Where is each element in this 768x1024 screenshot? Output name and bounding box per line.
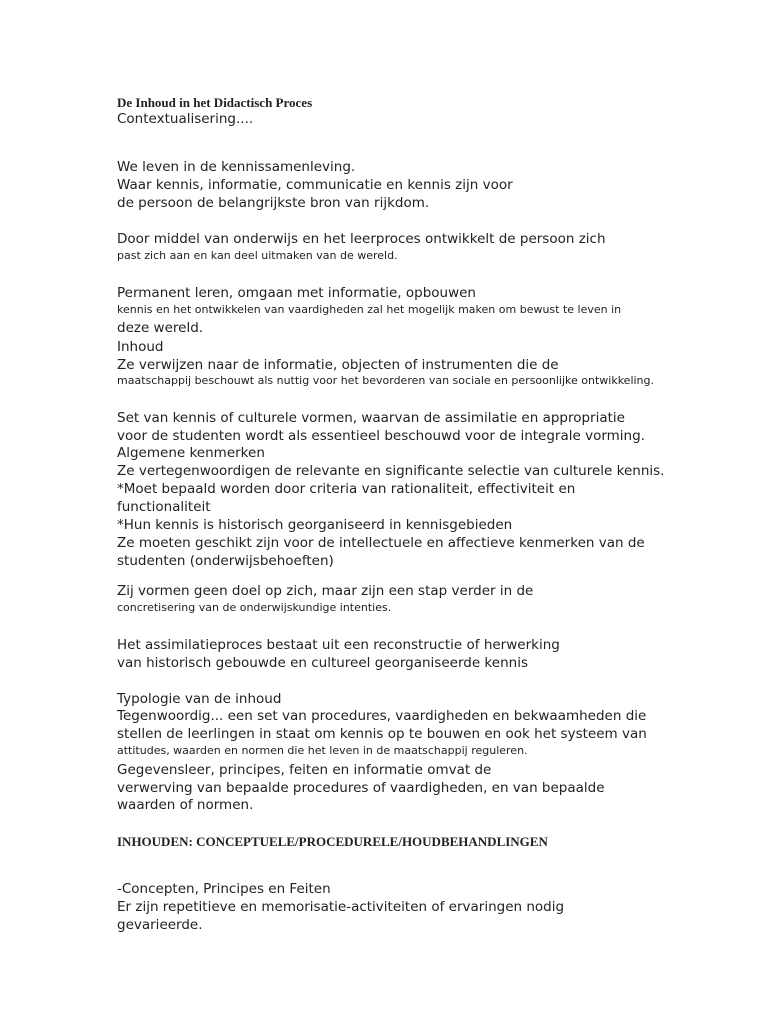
text-line: Set van kennis of culturele vormen, waarvan de assimilatie en appropriatie (117, 410, 625, 426)
text-line: Zij vormen geen doel op zich, maar zijn een stap verder in de (117, 583, 534, 599)
section-heading: Typologie van de inhoud (117, 691, 282, 707)
text-line: Door middel van onderwijs en het leerproces ontwikkelt de persoon zich (117, 231, 606, 247)
text-line: van historisch gebouwde en cultureel georganiseerde kennis (117, 655, 528, 671)
section-heading: Inhoud (117, 339, 164, 355)
text-line: kennis en het ontwikkelen van vaardigheden zal het mogelijk maken om bewust te leven in (117, 303, 622, 316)
text-line: Ze vertegenwoordigen de relevante en significante selectie van culturele kennis. (117, 463, 665, 479)
text-line: stellen de leerlingen in staat om kennis op te bouwen en ook het systeem van (117, 726, 647, 742)
text-line: past zich aan en kan deel uitmaken van de wereld. (117, 249, 398, 262)
text-line: Er zijn repetitieve en memorisatie-activiteiten of ervaringen nodig (117, 899, 565, 915)
text-line: We leven in de kennissamenleving. (117, 159, 356, 175)
text-line: gevarieerde. (117, 917, 203, 933)
text-line: -Concepten, Principes en Feiten (117, 881, 331, 897)
section-title: INHOUDEN: CONCEPTUELE/PROCEDURELE/HOUDBEHANDLINGEN (117, 834, 548, 849)
text-line: Permanent leren, omgaan met informatie, opbouwen (117, 285, 476, 301)
document-title: De Inhoud in het Didactisch Proces (117, 95, 313, 110)
text-line: attitudes, waarden en normen die het leven in de maatschappij reguleren. (117, 744, 528, 757)
text-line: Het assimilatieproces bestaat uit een reconstructie of herwerking (117, 637, 560, 653)
text-line: Ze verwijzen naar de informatie, objecten of instrumenten die de (117, 357, 559, 373)
text-line: Waar kennis, informatie, communicatie en kennis zijn voor (117, 177, 513, 193)
text-line: *Moet bepaald worden door criteria van rationaliteit, effectiviteit en (117, 481, 576, 497)
text-line: *Hun kennis is historisch georganiseerd in kennisgebieden (117, 517, 513, 533)
text-line: verwerving van bepaalde procedures of vaardigheden, en van bepaalde (117, 780, 605, 796)
text-line: waarden of normen. (117, 797, 254, 813)
text-line: concretisering van de onderwijskundige intenties. (117, 601, 392, 614)
text-line: voor de studenten wordt als essentieel beschouwd voor de integrale vorming. (117, 428, 645, 444)
text-line: maatschappij beschouwt als nuttig voor het bevorderen van sociale en persoonlijke ontwikkeling. (117, 374, 655, 387)
text-line: studenten (onderwijsbehoeften) (117, 553, 334, 569)
text-line: deze wereld. (117, 320, 204, 336)
text-line: Gegevensleer, principes, feiten en informatie omvat de (117, 762, 492, 778)
text-line: Ze moeten geschikt zijn voor de intellectuele en affectieve kenmerken van de (117, 535, 645, 551)
text-line: de persoon de belangrijkste bron van rijkdom. (117, 195, 430, 211)
text-line: Tegenwoordig... een set van procedures, vaardigheden en bekwaamheden die (117, 708, 647, 724)
text-line: functionaliteit (117, 499, 211, 515)
section-heading: Algemene kenmerken (117, 445, 265, 461)
text-line: Contextualisering.... (117, 111, 254, 127)
